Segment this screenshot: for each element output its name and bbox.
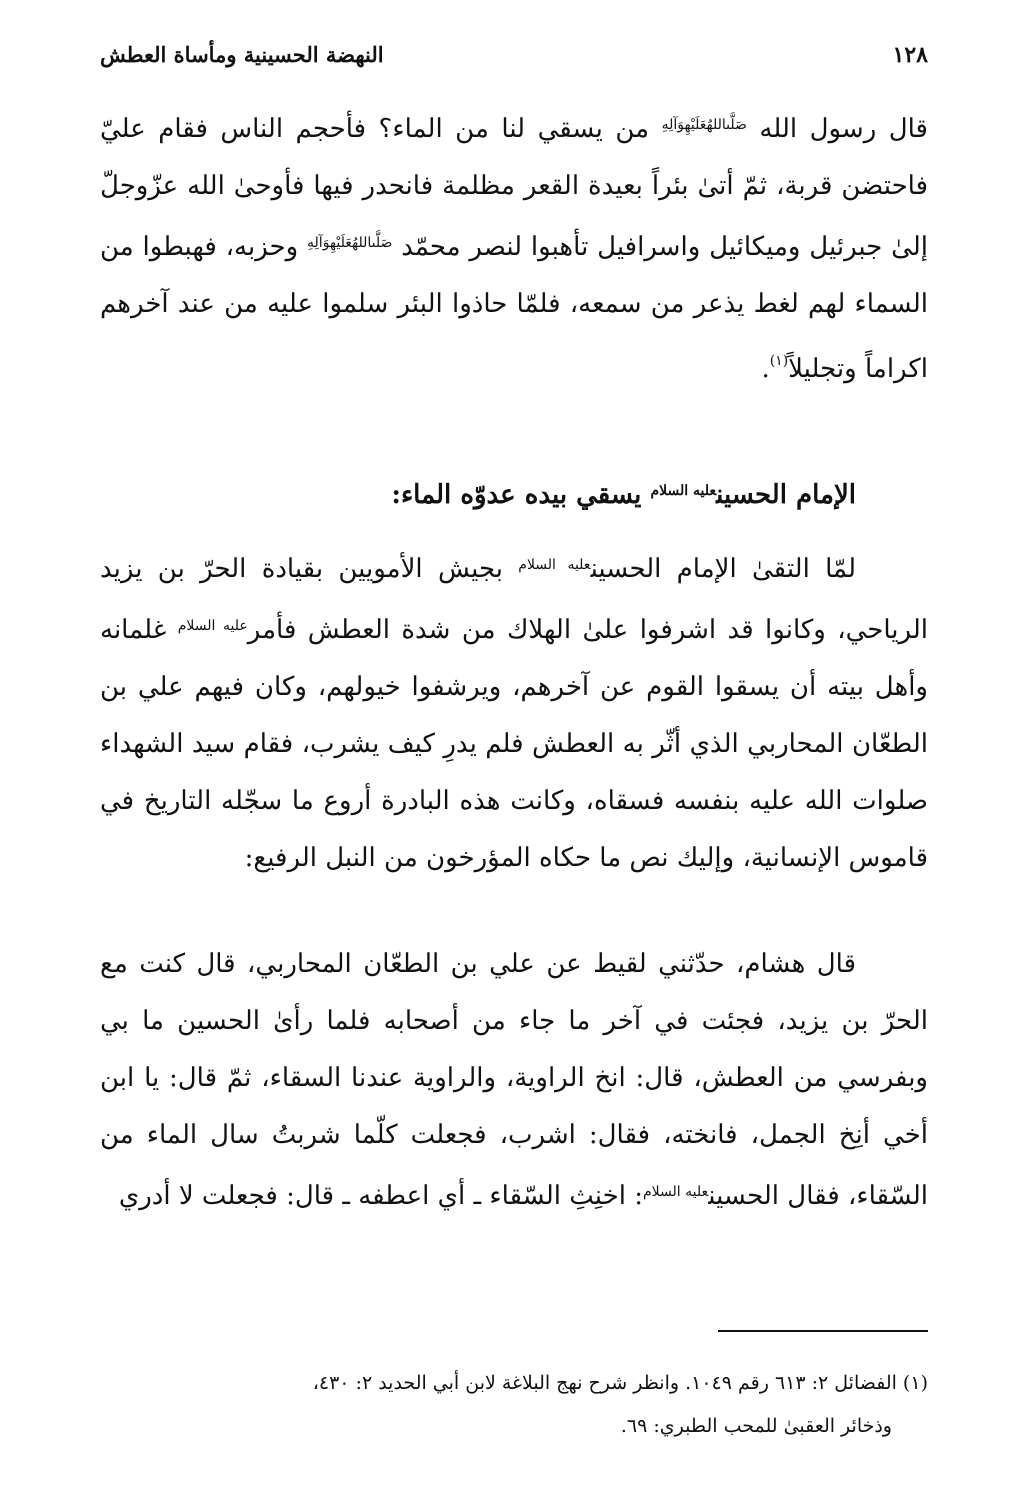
honorific-glyph: عليه السلام xyxy=(518,557,591,573)
honorific-glyph: عليه السلام xyxy=(650,483,717,499)
paragraph-hussain-meets-army xyxy=(100,537,928,887)
paragraph-hisham-narration xyxy=(100,936,928,1225)
paragraph-text: وحزبه، فهبطوا من السماء لهم لغط يذعر من سمعه، فلمّا حاذوا البئر سلموا عليه من عند آخرهم اكراماً وتجليلاً xyxy=(100,232,928,384)
running-title: النهضة الحسينية ومأساة العطش xyxy=(100,42,384,67)
honorific-glyph: عليه السلام xyxy=(177,618,248,634)
paragraph-text: غلمانه وأهل بيته أن يسقوا القوم عن آخرهم، ويرشفوا خيولهم، وكان فيهم علي بن الطعّان المحاربي الذي أثّر به العطش فلم يدرِ كيف يشرب، فقام سيد الشهداء صلوات الله عليه بنفسه فسقاه، وكانت هذه البادرة أروع ما سجّله التاريخ في قاموس الإنسانية، وإليك نص ما حكاه المؤرخون من النبل الرفيع: xyxy=(100,615,928,873)
footnote-line: (١) الفضائل ٢: ٦١٣ رقم ١٠٤٩. وانظر شرح نهج البلاغة لابن أبي الحديد ٢: ٤٣٠، xyxy=(312,1372,928,1394)
paragraph-text: قال رسول الله xyxy=(759,114,928,144)
honorific-glyph: عليه السلام xyxy=(642,1184,709,1200)
honorific-glyph: صَلَّىاللهُعَلَيْهِوَآلِهِ xyxy=(307,235,393,251)
footnote-divider xyxy=(718,1330,928,1332)
section-heading xyxy=(100,466,928,520)
footnote-reference[interactable]: (١) xyxy=(769,353,789,369)
paragraph-text: لمّا التقىٰ الإمام الحسين xyxy=(590,554,856,584)
heading-text: الإمام الحسين xyxy=(716,480,856,510)
paragraph-prophet-water xyxy=(100,97,928,398)
paragraph-end: . xyxy=(761,354,770,384)
heading-text: يسقي بيده عدوّه الماء: xyxy=(391,480,642,510)
footnote-line: وذخائر العقبىٰ للمحب الطبري: ٦٩. xyxy=(620,1415,892,1437)
page-number: ١٢٨ xyxy=(892,42,928,68)
paragraph-text: من يسقي لنا من الماء؟ فأحجم الناس فقام عليّ فاحتضن قربة، ثمّ أتىٰ بئراً بعيدة القعر مظلمة فانحدر فيها فأوحىٰ الله عزّوجلّ إلىٰ جبرئيل وميكائيل واسرافيل تأهبوا لنصر محمّد xyxy=(100,114,929,262)
paragraph-text: بجيش الأمويين بقيادة الحرّ بن يزيد الرياحي، وكانوا قد اشرفوا علىٰ الهلاك من شدة العطش فأمر xyxy=(100,554,928,645)
honorific-glyph: صَلَّىاللهُعَلَيْهِوَآلِهِ xyxy=(661,117,747,133)
paragraph-text: قال هشام، حدّثني لقيط عن علي بن الطعّان المحاربي، قال كنت مع الحرّ بن يزيد، فجئت في آخر ما جاء من أصحابه فلما رأىٰ الحسين ما بي وبفرسي من العطش، قال: انخ الراوية، والراوية عندنا السقاء، ثمّ قال: يا ابن أخي أنِخ الجمل، فانخته، فقال: اشرب، فجعلت كلّما شربتُ سال الماء من السّقاء، فقال الحسين xyxy=(100,949,928,1211)
paragraph-text: : اخنِثِ السّقاء ـ أي اعطفه ـ قال: فجعلت لا أدري xyxy=(118,1181,643,1211)
running-header xyxy=(100,42,928,82)
footnotes xyxy=(100,1362,928,1448)
